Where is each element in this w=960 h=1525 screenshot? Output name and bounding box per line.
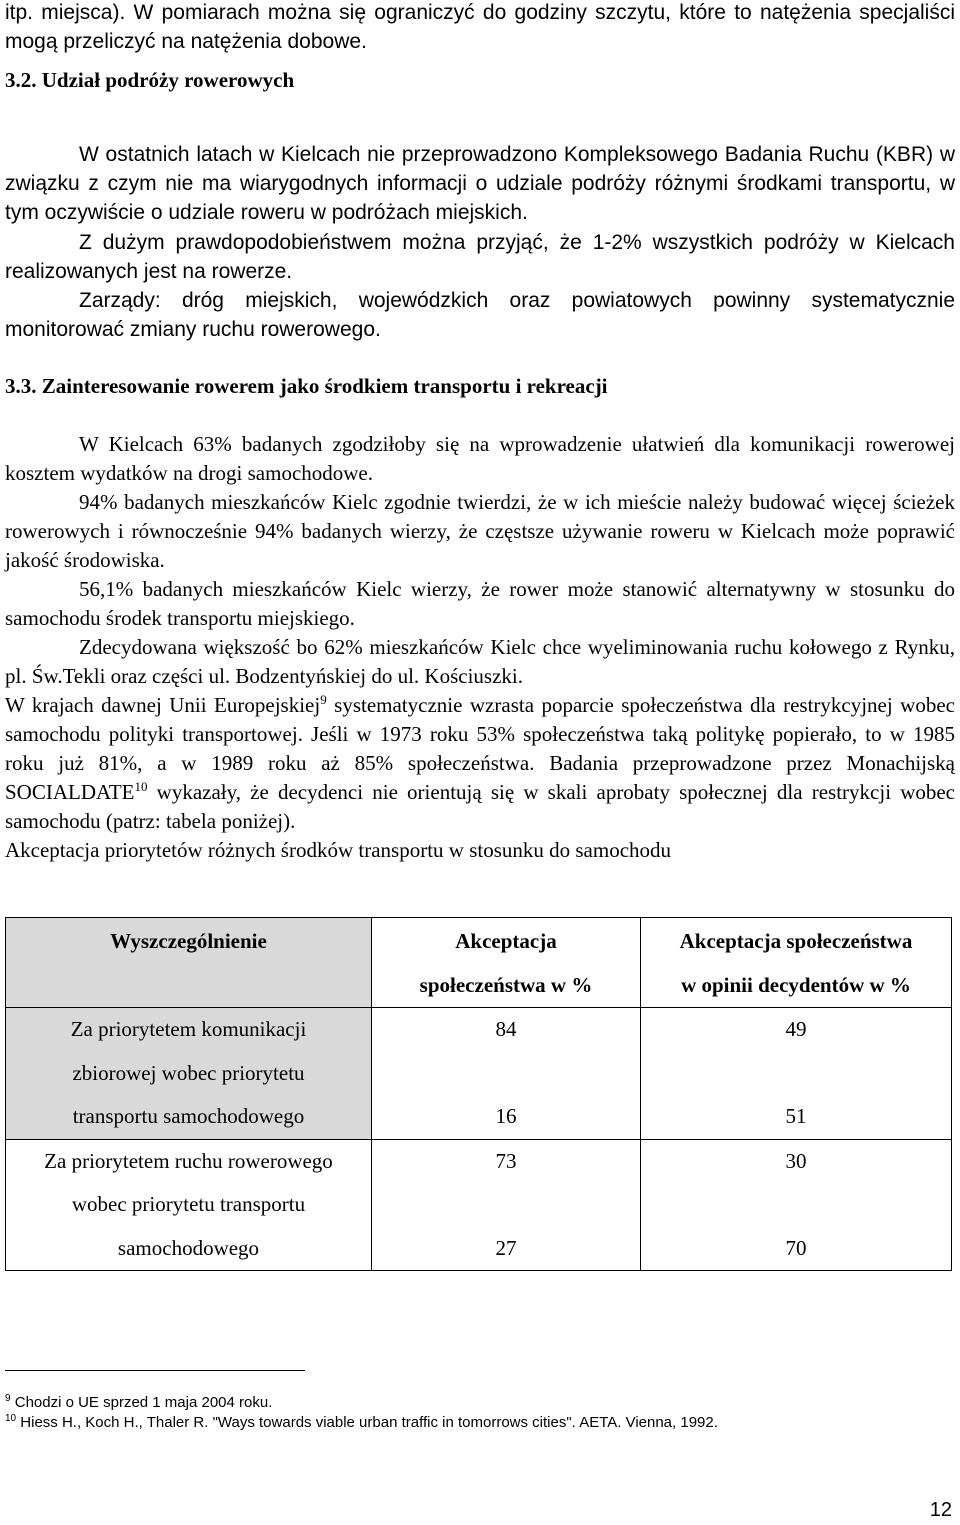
- header-cell: Akceptacja społeczeństwa w opinii decydentów w %: [641, 918, 952, 1008]
- value-cell: 30 70: [641, 1139, 952, 1271]
- table-row: [6, 1139, 952, 1271]
- table-header-row: [6, 918, 952, 1008]
- paragraph-eu: W krajach dawnej Unii Europejskiej$^9$ systematycznie wzrasta poparcie społeczeństwa dla restrykcyjnej wobec samochodu polityki transportowej. Jeśli w 1973 roku 53% społeczeństwa taką politykę popierało, to w 1985 roku już 81%, a w 1989 roku aż 85% społeczeństwa. Badania przeprowadzone przez Monachijską SOCIALDATE$^{10}$ wykazały, że decydenci nie orientują się w skali aprobaty społecznej dla restrykcji wobec samochodu (patrz: tabela poniżej).: [5, 692, 955, 833]
- page-number: 12: [929, 1499, 952, 1521]
- value-cell: 49 51: [641, 1008, 952, 1140]
- paragraph-62: Zdecydowana większość bo 62% mieszkańców Kielc chce wyeliminowania ruchu kołowego z Rynku, pl. Św.Tekli oraz części ul. Bodzentyńskiej do ul. Kościuszki.: [5, 635, 955, 688]
- row-label: Za priorytetem komunikacji zbiorowej wobec priorytetu transportu samochodowego: [6, 1008, 372, 1140]
- value-cell: 73 27: [372, 1139, 641, 1271]
- table-caption: Akceptacja priorytetów różnych środków transportu w stosunku do samochodu: [5, 838, 672, 862]
- value-cell: 84 16: [372, 1008, 641, 1140]
- footnote-divider: [5, 1370, 305, 1371]
- paragraph-kbr: W ostatnich latach w Kielcach nie przeprowadzono Kompleksowego Badania Ruchu (KBR) w związku z czym nie ma wiarygodnych informacji o udziale podróży różnymi środkami transportu, w tym oczywiście o udziale roweru w podróżach miejskich.: [5, 143, 955, 224]
- section-heading-3-2: 3.2. Udział podróży rowerowych: [5, 68, 295, 92]
- section-heading-3-3: 3.3. Zainteresowanie rowerem jako środkiem transportu i rekreacji: [5, 374, 608, 398]
- paragraph-56: 56,1% badanych mieszkańców Kielc wierzy, że rower może stanowić alternatywny w stosunku do samochodu środek transportu miejskiego.: [5, 577, 955, 630]
- header-cell: Wyszczególnienie: [6, 918, 372, 1008]
- acceptance-table: [5, 917, 952, 1271]
- paragraph-share: Z dużym prawdopodobieństwem można przyjąć, że 1-2% wszystkich podróży w Kielcach realizowanych jest na rowerze.: [5, 231, 955, 283]
- table-row: [6, 1008, 952, 1140]
- paragraph-boards: Zarządy: dróg miejskich, wojewódzkich oraz powiatowych powinny systematycznie monitorować zmiany ruchu rowerowego.: [5, 289, 955, 341]
- footnote-ref-9: 9: [320, 692, 327, 707]
- footnote-10: $^{10}$ Hiess H., Koch H., Thaler R. "Ways towards viable urban traffic in tomorrows cities". AETA. Vienna, 1992.: [5, 1413, 718, 1431]
- paragraph-intro: itp. miejsca). W pomiarach można się ograniczyć do godziny szczytu, które to natężenia specjaliści mogą przeliczyć na natężenia dobowe.: [5, 1, 955, 53]
- row-label: Za priorytetem ruchu rowerowego wobec priorytetu transportu samochodowego: [6, 1139, 372, 1271]
- header-cell: Akceptacja społeczeństwa w %: [372, 918, 641, 1008]
- footnote-9: $^9$ Chodzi o UE sprzed 1 maja 2004 roku.: [5, 1393, 273, 1411]
- footnote-ref-10: 10: [134, 779, 148, 794]
- paragraph-63: W Kielcach 63% badanych zgodziłoby się na wprowadzenie ułatwień dla komunikacji rowerowej kosztem wydatków na drogi samochodowe.: [5, 432, 955, 485]
- paragraph-94: 94% badanych mieszkańców Kielc zgodnie twierdzi, że w ich mieście należy budować więcej ścieżek rowerowych i równocześnie 94% badanych wierzy, że częstsze używanie roweru w Kielcach może poprawić jakość środowiska.: [5, 490, 955, 572]
